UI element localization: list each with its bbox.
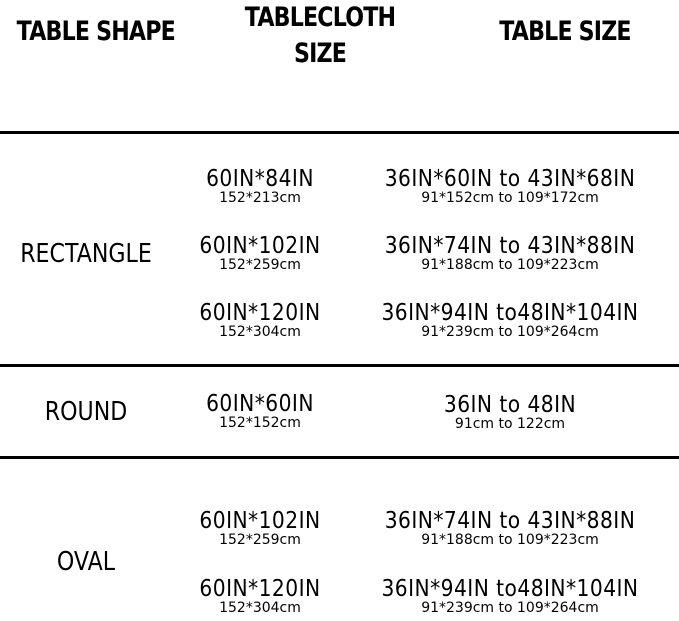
cloth-size-cell [170, 300, 350, 341]
cloth-size-cm: 152*304cm [219, 324, 301, 340]
table-size-inches: 36IN*74IN to 43IN*88IN [384, 508, 636, 534]
table-size-cm: 91cm to 122cm [454, 416, 566, 432]
header-tablecloth-size-line2: SIZE [293, 38, 347, 69]
divider [0, 456, 679, 459]
shape-label-oval: OVAL [56, 547, 116, 577]
cloth-size-cm: 152*259cm [219, 532, 301, 548]
table-size-cell [360, 392, 660, 433]
table-size-cm: 91*239cm to 109*264cm [421, 324, 599, 340]
cloth-size-cm: 152*213cm [219, 190, 301, 206]
table-size-inches: 36IN*94IN to48IN*104IN [381, 576, 639, 602]
table-size-cm: 91*188cm to 109*223cm [421, 532, 599, 548]
header-table-shape: TABLE SHAPE [16, 16, 175, 47]
cloth-size-cell [170, 233, 350, 274]
table-size-cm: 91*239cm to 109*264cm [421, 600, 599, 616]
table-size-inches: 36IN to 48IN [443, 392, 577, 418]
header-tablecloth-size [234, 0, 406, 72]
cloth-size-cell [170, 391, 350, 432]
cloth-size-inches: 60IN*84IN [206, 166, 314, 192]
divider [0, 364, 679, 367]
cloth-size-inches: 60IN*120IN [199, 576, 321, 602]
cloth-size-inches: 60IN*102IN [199, 508, 321, 534]
cloth-size-cm: 152*304cm [219, 600, 301, 616]
divider [0, 131, 679, 134]
table-size-cm: 91*188cm to 109*223cm [421, 257, 599, 273]
table-size-cell [360, 508, 660, 549]
cloth-size-cell [170, 166, 350, 207]
cloth-size-cell [170, 576, 350, 617]
cloth-size-inches: 60IN*102IN [199, 233, 321, 259]
header-table-size: TABLE SIZE [499, 16, 631, 47]
table-size-cell [360, 166, 660, 207]
table-size-inches: 36IN*74IN to 43IN*88IN [384, 233, 636, 259]
cloth-size-cell [170, 508, 350, 549]
shape-label-rectangle: RECTANGLE [20, 239, 152, 269]
table-size-inches: 36IN*60IN to 43IN*68IN [384, 166, 636, 192]
cloth-size-inches: 60IN*60IN [206, 391, 314, 417]
table-size-cell [360, 300, 660, 341]
cloth-size-cm: 152*152cm [219, 415, 301, 431]
shape-label-round: ROUND [44, 397, 128, 427]
cloth-size-cm: 152*259cm [219, 257, 301, 273]
table-size-inches: 36IN*94IN to48IN*104IN [381, 300, 639, 326]
table-size-cell [360, 576, 660, 617]
cloth-size-inches: 60IN*120IN [199, 300, 321, 326]
table-size-cm: 91*152cm to 109*172cm [421, 190, 599, 206]
header-tablecloth-size-line1: TABLECLOTH [244, 2, 396, 33]
table-size-cell [360, 233, 660, 274]
